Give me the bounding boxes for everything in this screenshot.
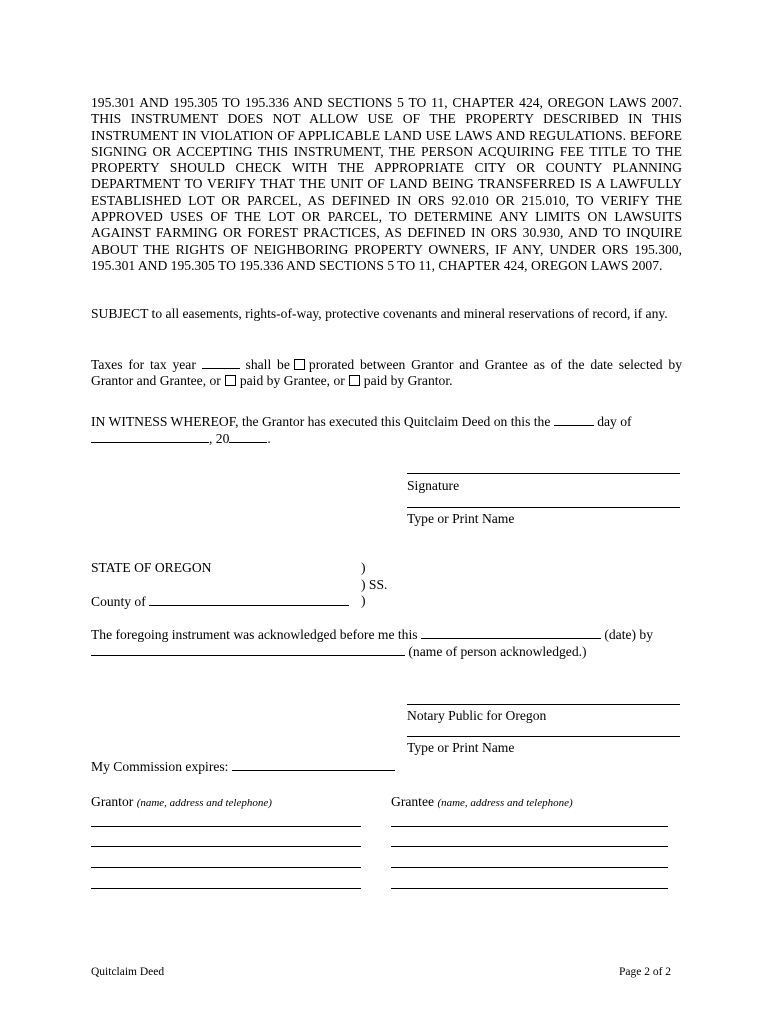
grantee-label: Grantee xyxy=(391,794,435,809)
paid-by-grantor-checkbox[interactable] xyxy=(349,375,360,386)
footer-page-number: Page 2 of 2 xyxy=(619,966,672,978)
acknowledgment-date-label: (date) by xyxy=(604,627,654,642)
grantor-hint: (name, address and telephone) xyxy=(136,797,272,809)
taxes-paragraph xyxy=(91,356,682,390)
taxes-shall-be: shall be xyxy=(245,357,290,372)
acknowledgment-text: The foregoing instrument was acknowledged before me this xyxy=(91,627,418,642)
grantor-line-2[interactable] xyxy=(91,846,361,847)
signature-label: Signature xyxy=(407,478,460,493)
caution-paragraph: 195.301 AND 195.305 TO 195.336 AND SECTIONS 5 TO 11, CHAPTER 424, OREGON LAWS 2007. THIS INSTRUMENT DOES NOT ALLOW USE OF THE PROPERTY DESCRIBED IN THIS INSTRUMENT IN VIOLATION OF APPLICABLE LAND USE LAWS AND REGULATIONS. BEFORE SIGNING OR ACCEPTING THIS INSTRUMENT, THE PERSON ACQUIRING FEE TITLE TO THE PROPERTY SHOULD CHECK WITH THE APPROPRIATE CITY OR COUNTY PLANNING DEPARTMENT TO VERIFY THAT THE UNIT OF LAND BEING TRANSFERRED IS A LAWFULLY ESTABLISHED LOT OR PARCEL, AS DEFINED IN ORS 92.010 OR 215.010, TO VERIFY THE APPROVED USES OF THE LOT OR PARCEL, TO DETERMINE ANY LIMITS ON LAWSUITS AGAINST FARMING OR FOREST PRACTICES, AS DEFINED IN ORS 30.930, AND TO INQUIRE ABOUT THE RIGHTS OF NEIGHBORING PROPERTY OWNERS, IF ANY, UNDER ORS 195.300, 195.301 AND 195.305 TO 195.336 AND SECTIONS 5 TO 11, CHAPTER 424, OREGON LAWS 2007. xyxy=(91,95,682,273)
witness-text: IN WITNESS WHEREOF, the Grantor has executed this Quitclaim Deed on this the xyxy=(91,414,551,429)
witness-day-field[interactable] xyxy=(554,413,594,426)
tax-year-field[interactable] xyxy=(202,356,240,369)
print-name-line[interactable] xyxy=(407,507,680,508)
grantee-heading xyxy=(391,794,573,811)
acknowledgment-date-field[interactable] xyxy=(421,626,601,639)
witness-paragraph xyxy=(91,413,682,448)
grantor-line-4[interactable] xyxy=(91,888,361,889)
taxes-option-grantee: paid by Grantee, or xyxy=(239,373,345,389)
commission-row xyxy=(91,758,395,775)
grantee-line-4[interactable] xyxy=(391,888,668,889)
grantor-heading xyxy=(91,794,272,811)
grantor-label: Grantor xyxy=(91,794,134,809)
venue-ss: ) SS. xyxy=(361,577,388,592)
acknowledged-person-label: (name of person acknowledged.) xyxy=(408,644,587,660)
county-label: County of xyxy=(91,594,146,609)
notary-label: Notary Public for Oregon xyxy=(407,708,547,723)
grantee-hint: (name, address and telephone) xyxy=(437,797,573,809)
grantor-line-1[interactable] xyxy=(91,826,361,827)
venue-paren-3: ) xyxy=(361,593,366,608)
print-name-label: Type or Print Name xyxy=(407,511,515,526)
taxes-option-grantor: paid by Grantor. xyxy=(363,373,453,389)
commission-expires-field[interactable] xyxy=(232,758,395,771)
notary-print-name-label: Type or Print Name xyxy=(407,740,515,755)
witness-year-field[interactable] xyxy=(229,430,267,443)
notary-print-name-line[interactable] xyxy=(407,736,680,737)
footer-title: Quitclaim Deed xyxy=(91,966,165,978)
taxes-prefix: Taxes for tax year xyxy=(91,357,196,372)
state-label: STATE OF OREGON xyxy=(91,560,212,575)
witness-period: . xyxy=(267,431,271,447)
witness-year-prefix: , 20 xyxy=(209,431,230,447)
taxes-option-prorated: prorated between Grantor and Grantee as of the date selected by Grantor and Grantee, or xyxy=(91,357,682,389)
county-row xyxy=(91,593,349,610)
grantor-line-3[interactable] xyxy=(91,867,361,868)
signature-line[interactable] xyxy=(407,473,680,474)
witness-month-field[interactable] xyxy=(91,430,209,443)
grantee-line-3[interactable] xyxy=(391,867,668,868)
paid-by-grantee-checkbox[interactable] xyxy=(225,375,236,386)
county-field[interactable] xyxy=(149,593,349,606)
commission-label: My Commission expires: xyxy=(91,759,229,774)
witness-day-of: day of xyxy=(597,414,632,429)
grantee-line-1[interactable] xyxy=(391,826,668,827)
prorated-checkbox[interactable] xyxy=(294,359,305,370)
grantee-line-2[interactable] xyxy=(391,846,668,847)
acknowledged-person-field[interactable] xyxy=(91,643,405,656)
acknowledgment-paragraph xyxy=(91,626,682,661)
subject-paragraph: SUBJECT to all easements, rights-of-way, protective covenants and mineral reservations of record, if any. xyxy=(91,306,668,321)
notary-signature-line[interactable] xyxy=(407,704,680,705)
venue-paren-1: ) xyxy=(361,560,366,575)
